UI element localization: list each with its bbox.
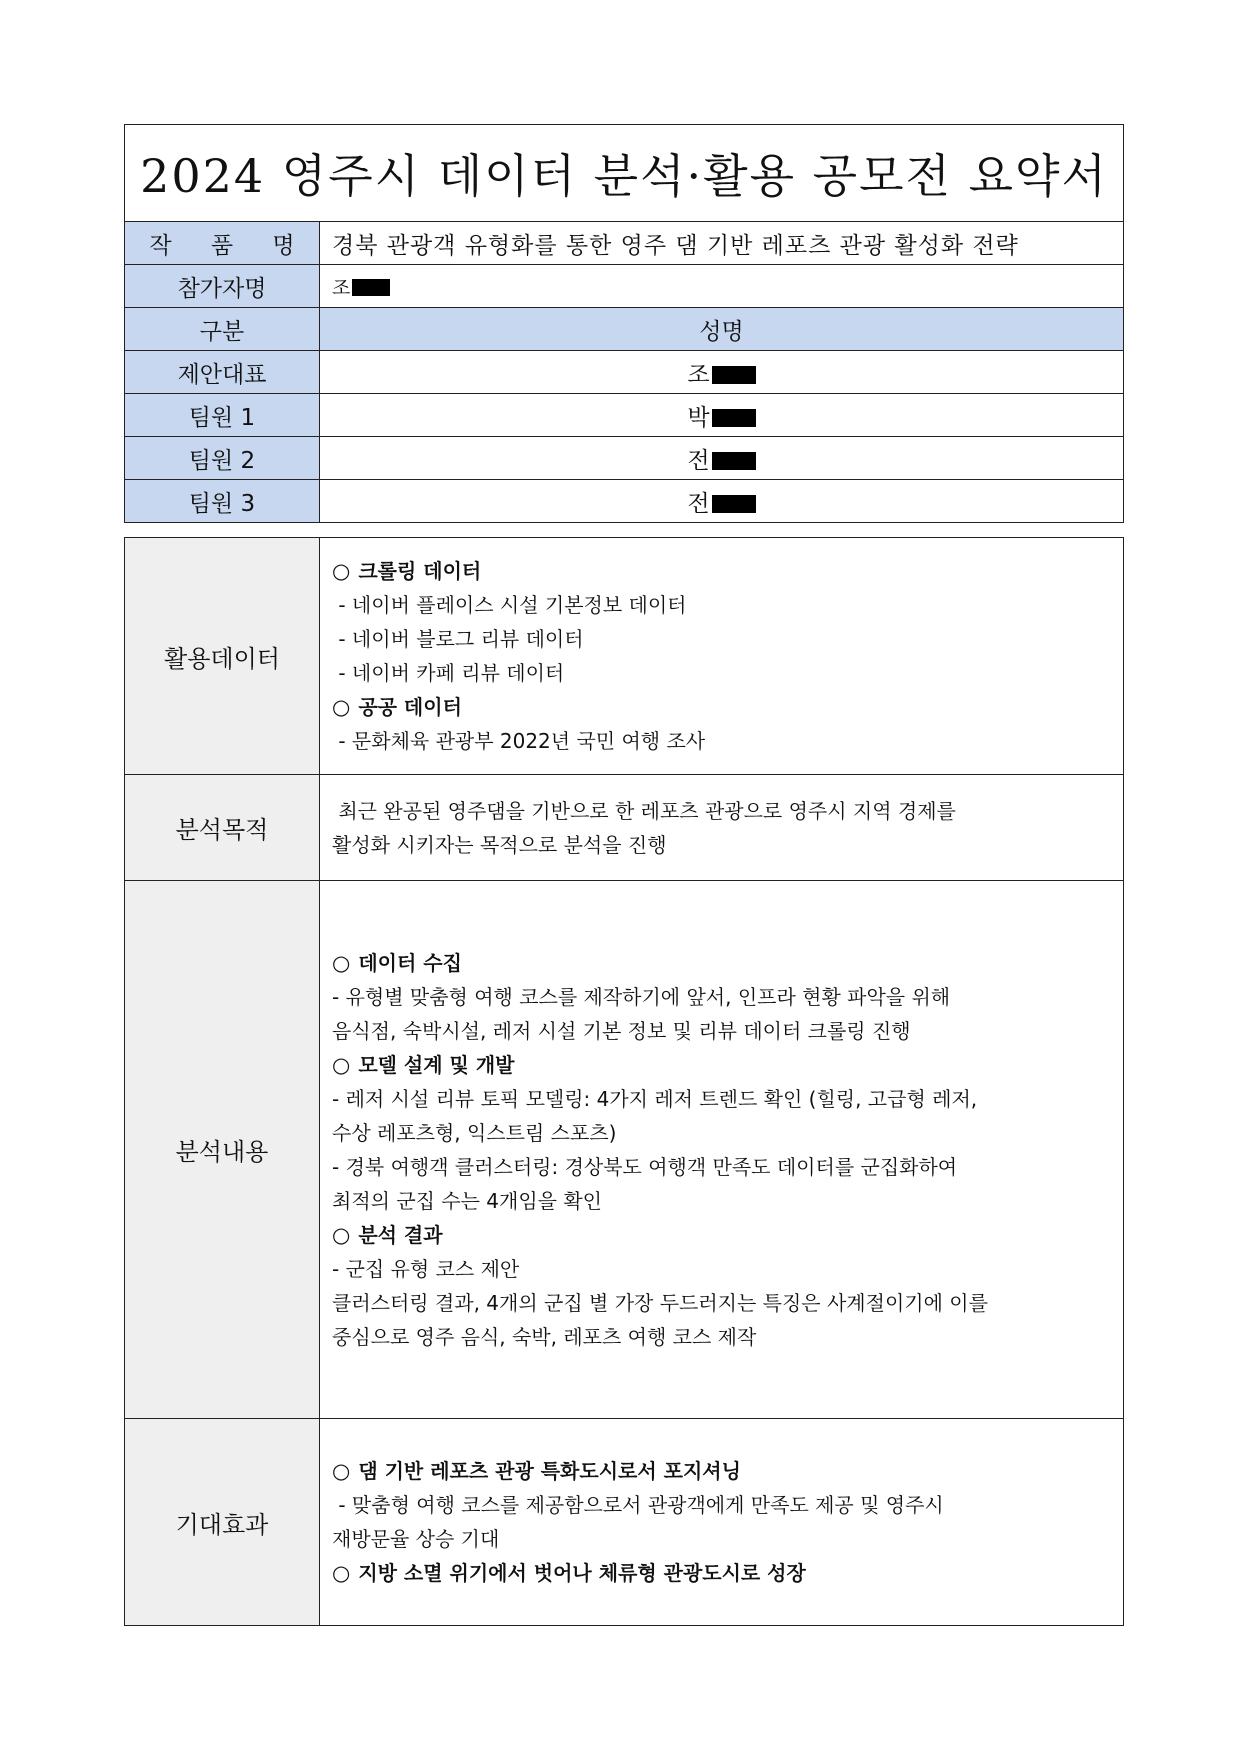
line-text: - 네이버 카페 리뷰 데이터 [332,661,565,685]
section-heading [332,1454,1111,1488]
section-body [320,881,1124,1419]
circle-bullet-icon: ○ [332,1222,351,1247]
section-text-line [332,1150,1111,1184]
section-text-line [332,1286,1111,1320]
line-text: 재방문율 상승 기대 [332,1527,500,1551]
line-text: 수상 레포츠형, 익스트림 스포츠) [332,1120,617,1145]
section-text-line [332,656,1111,690]
participant-label: 참가자명 [125,265,320,308]
document-title: 2024 영주시 데이터 분석·활용 공모전 요약서 [125,125,1124,222]
section-text-line [332,1252,1111,1286]
section-text-line [332,1014,1111,1048]
redaction-mark [352,279,390,296]
line-text: 댐 기반 레포츠 관광 특화도시로서 포지셔닝 [358,1459,741,1483]
member-role: 팀원 3 [125,480,320,523]
member-role: 팀원 1 [125,394,320,437]
circle-bullet-icon: ○ [332,1459,351,1483]
section-body [320,775,1124,881]
section-text-line [332,1116,1111,1150]
member-name: 전 [687,447,710,474]
line-text: 크롤링 데이터 [358,559,482,583]
section-text-line [332,588,1111,622]
line-text: 데이터 수집 [358,950,462,975]
role-column-header: 구분 [125,308,320,351]
section-text-line [332,980,1111,1014]
line-text: - 맞춤형 여행 코스를 제공함으로서 관광객에게 만족도 제공 및 영주시 [332,1493,944,1517]
participant-value-cell [320,265,1124,308]
member-row [125,351,1124,394]
redaction-mark [712,366,756,384]
participant-value: 조 [332,276,351,299]
member-name-cell [320,437,1124,480]
section-heading [332,946,1111,980]
line-text: 모델 설계 및 개발 [358,1052,515,1077]
circle-bullet-icon: ○ [332,695,351,719]
line-text: 공공 데이터 [358,695,462,719]
member-row [125,480,1124,523]
line-text: - 네이버 블로그 리뷰 데이터 [332,627,584,651]
summary-content-table [124,537,1124,1626]
circle-bullet-icon: ○ [332,1052,351,1077]
section-text-line [332,1320,1111,1354]
section-text-line [332,724,1111,758]
section-text-line [332,828,1111,862]
line-text: 지방 소멸 위기에서 벗어나 체류형 관광도시로 성장 [358,1561,806,1585]
circle-bullet-icon: ○ [332,1561,351,1585]
section-body [320,1419,1124,1626]
section-heading [332,1048,1111,1082]
section-label: 분석내용 [125,881,320,1419]
section-heading [332,1218,1111,1252]
line-text: - 문화체육 관광부 2022년 국민 여행 조사 [332,729,706,753]
member-name: 조 [687,361,710,388]
line-text: 클러스터링 결과, 4개의 군집 별 가장 두드러지는 특징은 사계절이기에 이를 [332,1290,988,1315]
line-text: - 경북 여행객 클러스터링: 경상북도 여행객 만족도 데이터를 군집화하여 [332,1154,958,1179]
work-title-label: 작 품 명 [125,222,320,265]
section-text-line [332,1184,1111,1218]
section-label: 분석목적 [125,775,320,881]
section-text-line [332,1522,1111,1556]
summary-info-table [124,124,1124,523]
section-heading [332,554,1111,588]
section-label: 활용데이터 [125,538,320,775]
member-role: 제안대표 [125,351,320,394]
line-text: 중심으로 영주 음식, 숙박, 레포츠 여행 코스 제작 [332,1324,757,1349]
line-text: - 유형별 맞춤형 여행 코스를 제작하기에 앞서, 인프라 현황 파악을 위해 [332,984,951,1009]
line-text: - 레저 시설 리뷰 토픽 모델링: 4가지 레저 트렌드 확인 (힐링, 고급형 레저, [332,1086,978,1111]
name-column-header: 성명 [320,308,1124,351]
redaction-mark [712,452,756,470]
line-text: 음식점, 숙박시설, 레저 시설 기본 정보 및 리뷰 데이터 크롤링 진행 [332,1018,911,1043]
line-text: 분석 결과 [358,1222,443,1247]
member-row [125,437,1124,480]
member-row [125,394,1124,437]
member-name: 박 [687,404,710,431]
section-heading [332,1556,1111,1590]
section-text-line [332,1488,1111,1522]
section-row-purpose [125,775,1124,881]
section-row-data [125,538,1124,775]
section-text-line [332,622,1111,656]
circle-bullet-icon: ○ [332,559,351,583]
member-name: 전 [687,490,710,517]
line-text: 최근 완공된 영주댐을 기반으로 한 레포츠 관광으로 영주시 지역 경제를 [332,798,956,823]
section-text-line [332,794,1111,828]
line-text: - 군집 유형 코스 제안 [332,1256,520,1281]
line-text: 활성화 시키자는 목적으로 분석을 진행 [332,832,667,857]
member-role: 팀원 2 [125,437,320,480]
section-body [320,538,1124,775]
work-title-value: 경북 관광객 유형화를 통한 영주 댐 기반 레포츠 관광 활성화 전략 [320,222,1124,265]
line-text: - 네이버 플레이스 시설 기본정보 데이터 [332,593,687,617]
circle-bullet-icon: ○ [332,950,351,975]
section-label: 기대효과 [125,1419,320,1626]
section-text-line [332,1082,1111,1116]
line-text: 최적의 군집 수는 4개임을 확인 [332,1188,602,1213]
member-name-cell [320,480,1124,523]
member-name-cell [320,394,1124,437]
redaction-mark [712,409,756,427]
member-name-cell [320,351,1124,394]
section-row-effect [125,1419,1124,1626]
section-row-content [125,881,1124,1419]
redaction-mark [712,495,756,513]
section-heading [332,690,1111,724]
